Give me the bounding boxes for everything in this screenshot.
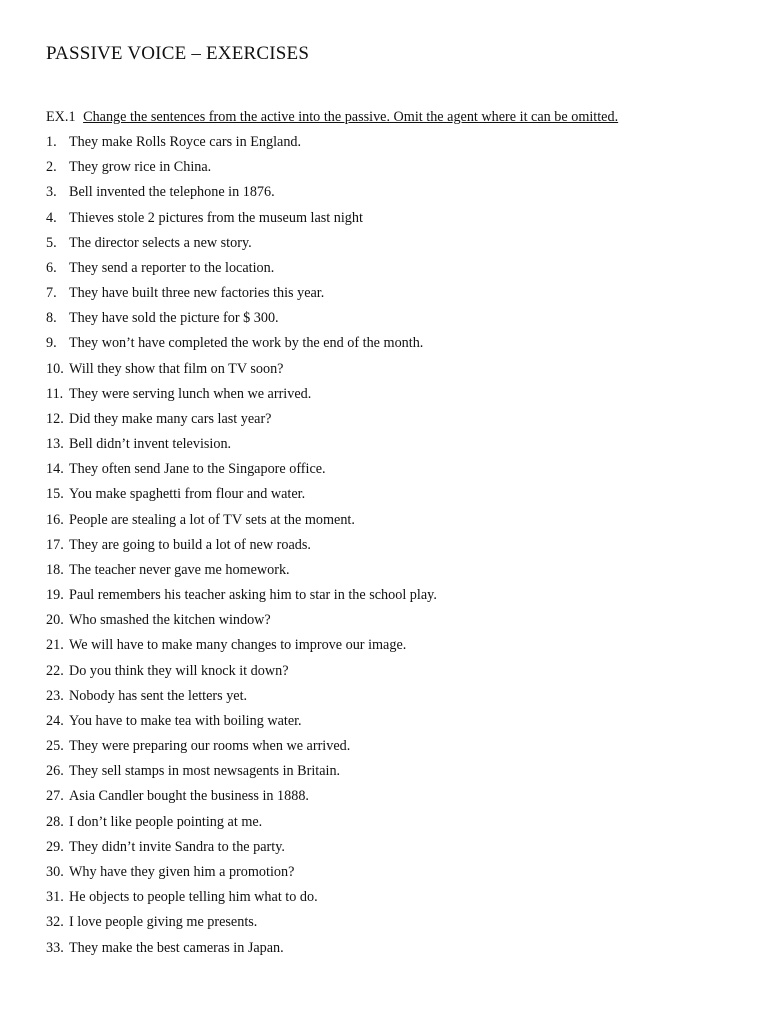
list-item [46, 512, 437, 537]
list-item-text: They didn’t invite Sandra to the party. [69, 838, 285, 855]
list-item-number: 9. [46, 335, 57, 352]
list-item-text: They grow rice in China. [69, 159, 212, 176]
page-title: PASSIVE VOICE – EXERCISES [46, 43, 310, 64]
list-item-number: 18. [46, 561, 64, 578]
list-item-number: 4. [46, 209, 57, 226]
list-item [46, 864, 437, 889]
list-item [46, 210, 437, 235]
list-item-text: They were preparing our rooms when we arrived. [69, 738, 351, 755]
list-item [46, 310, 437, 335]
list-item [46, 738, 437, 763]
list-item-text: We will have to make many changes to improve our image. [69, 637, 407, 654]
list-item-text: Do you think they will knock it down? [69, 662, 289, 679]
list-item-number: 15. [46, 486, 64, 503]
list-item-number: 20. [46, 612, 64, 629]
list-item-number: 23. [46, 687, 64, 704]
list-item-number: 6. [46, 259, 57, 276]
list-item [46, 914, 437, 939]
list-item-number: 26. [46, 763, 64, 780]
list-item [46, 436, 437, 461]
list-item [46, 587, 437, 612]
list-item-text: He objects to people telling him what to do. [69, 889, 318, 906]
list-item-number: 27. [46, 788, 64, 805]
list-item [46, 637, 437, 662]
list-item-number: 17. [46, 536, 64, 553]
list-item-number: 16. [46, 511, 64, 528]
list-item-text: I love people giving me presents. [69, 914, 258, 931]
list-item-number: 32. [46, 914, 64, 931]
list-item-number: 19. [46, 587, 64, 604]
list-item-number: 2. [46, 159, 57, 176]
list-item-text: They are going to build a lot of new roads. [69, 536, 311, 553]
list-item-number: 30. [46, 863, 64, 880]
list-item-text: They make Rolls Royce cars in England. [69, 134, 302, 150]
list-item-number: 14. [46, 461, 64, 478]
list-item [46, 889, 437, 914]
list-item-number: 31. [46, 889, 64, 906]
list-item [46, 688, 437, 713]
list-item-text: They often send Jane to the Singapore office. [69, 461, 326, 478]
list-item-number: 8. [46, 310, 57, 327]
list-item [46, 537, 437, 562]
list-item-text: The teacher never gave me homework. [69, 561, 290, 578]
list-item [46, 562, 437, 587]
list-item-text: They were serving lunch when we arrived. [69, 385, 312, 402]
list-item [46, 260, 437, 285]
list-item-text: They make the best cameras in Japan. [69, 939, 284, 956]
list-item-text: Will they show that film on TV soon? [69, 360, 284, 377]
list-item [46, 361, 437, 386]
list-item-number: 21. [46, 637, 64, 654]
exercise-label: EX.1 [46, 109, 76, 125]
list-item-number: 10. [46, 360, 64, 377]
list-item-number: 5. [46, 234, 57, 251]
exercise-instruction [46, 109, 618, 126]
list-item [46, 335, 437, 360]
list-item-text: Paul remembers his teacher asking him to star in the school play. [69, 587, 437, 604]
list-item-text: Why have they given him a promotion? [69, 863, 295, 880]
list-item [46, 763, 437, 788]
list-item [46, 285, 437, 310]
list-item [46, 461, 437, 486]
list-item [46, 713, 437, 738]
list-item-text: Did they make many cars last year? [69, 410, 272, 427]
list-item-number: 7. [46, 285, 57, 302]
exercise-list [46, 134, 437, 965]
list-item-text: People are stealing a lot of TV sets at the moment. [69, 511, 355, 528]
list-item-text: The director selects a new story. [69, 234, 252, 251]
list-item-text: They have sold the picture for $ 300. [69, 310, 279, 327]
list-item-text: Thieves stole 2 pictures from the museum last night [69, 209, 363, 226]
list-item [46, 159, 437, 184]
list-item-text: I don’t like people pointing at me. [69, 813, 263, 830]
list-item-number: 24. [46, 712, 64, 729]
list-item [46, 814, 437, 839]
list-item [46, 134, 437, 159]
list-item-text: You make spaghetti from flour and water. [69, 486, 306, 503]
list-item [46, 839, 437, 864]
list-item [46, 386, 437, 411]
list-item-number: 22. [46, 662, 64, 679]
list-item-number: 25. [46, 738, 64, 755]
list-item-text: Who smashed the kitchen window? [69, 612, 271, 629]
list-item [46, 940, 437, 965]
list-item-text: They sell stamps in most newsagents in Britain. [69, 763, 341, 780]
list-item-text: You have to make tea with boiling water. [69, 712, 302, 729]
list-item [46, 235, 437, 260]
list-item-number: 1. [46, 134, 57, 150]
list-item-number: 11. [46, 385, 64, 402]
list-item-text: Bell didn’t invent television. [69, 436, 232, 453]
list-item-number: 33. [46, 939, 64, 956]
exercise-instruction-text: Change the sentences from the active into the passive. Omit the agent where it can be omitted. [83, 109, 619, 125]
list-item [46, 612, 437, 637]
list-item-text: They send a reporter to the location. [69, 259, 275, 276]
list-item-text: Nobody has sent the letters yet. [69, 687, 248, 704]
list-item-text: Bell invented the telephone in 1876. [69, 184, 275, 201]
list-item-number: 12. [46, 410, 64, 427]
list-item [46, 184, 437, 209]
list-item [46, 411, 437, 436]
list-item [46, 788, 437, 813]
list-item-number: 13. [46, 436, 64, 453]
list-item-number: 28. [46, 813, 64, 830]
list-item [46, 486, 437, 511]
list-item-text: They won’t have completed the work by the end of the month. [69, 335, 424, 352]
list-item-text: They have built three new factories this year. [69, 285, 325, 302]
list-item [46, 663, 437, 688]
list-item-number: 3. [46, 184, 57, 201]
list-item-text: Asia Candler bought the business in 1888. [69, 788, 309, 805]
list-item-number: 29. [46, 838, 64, 855]
